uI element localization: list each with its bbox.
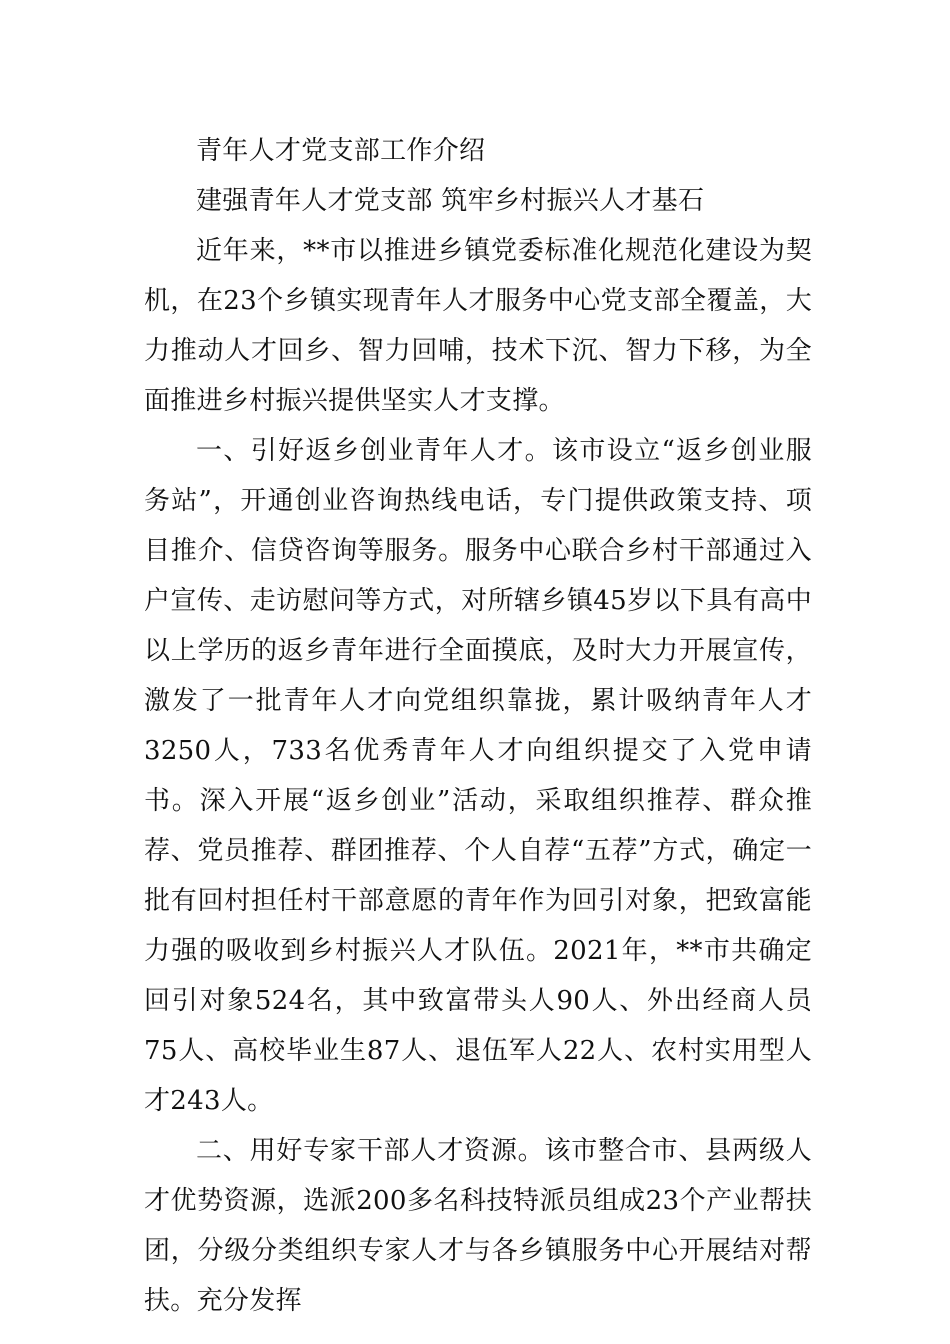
paragraph-intro: 近年来，**市以推进乡镇党委标准化规范化建设为契机，在23个乡镇实现青年人才服务中心党支部全覆盖，大力推动人才回乡、智力回哺，技术下沉、智力下移，为全面推进乡村振兴提供坚实人才支撑。 bbox=[144, 236, 812, 416]
paragraph-section-1: 一、引好返乡创业青年人才。该市设立“返乡创业服务站”，开通创业咨询热线电话，专门提供政策支持、项目推介、信贷咨询等服务。服务中心联合乡村干部通过入户宣传、走访慰问等方式，对所辖乡镇45岁以下具有高中以上学历的返乡青年进行全面摸底，及时大力开展宣传，激发了一批青年人才向党组织靠拢，累计吸纳青年人才3250人，733名优秀青年人才向组织提交了入党申请书。深入开展“返乡创业”活动，采取组织推荐、群众推荐、党员推荐、群团推荐、个人自荐“五荐”方式，确定一批有回村担任村干部意愿的青年作为回引对象，把致富能力强的吸收到乡村振兴人才队伍。2021年，**市共确定回引对象524名，其中致富带头人90人、外出经商人员75人、高校毕业生87人、退伍军人22人、农村实用型人才243人。 bbox=[144, 436, 812, 1116]
paragraph-section-2: 二、用好专家干部人才资源。该市整合市、县两级人才优势资源，选派200多名科技特派员组成23个产业帮扶团，分级分类组织专家人才与各乡镇服务中心开展结对帮扶。充分发挥 bbox=[144, 1136, 812, 1316]
document-title: 青年人才党支部工作介绍 bbox=[196, 136, 486, 166]
document-body bbox=[144, 126, 812, 1326]
document-subtitle: 建强青年人才党支部 筑牢乡村振兴人才基石 bbox=[196, 186, 705, 216]
